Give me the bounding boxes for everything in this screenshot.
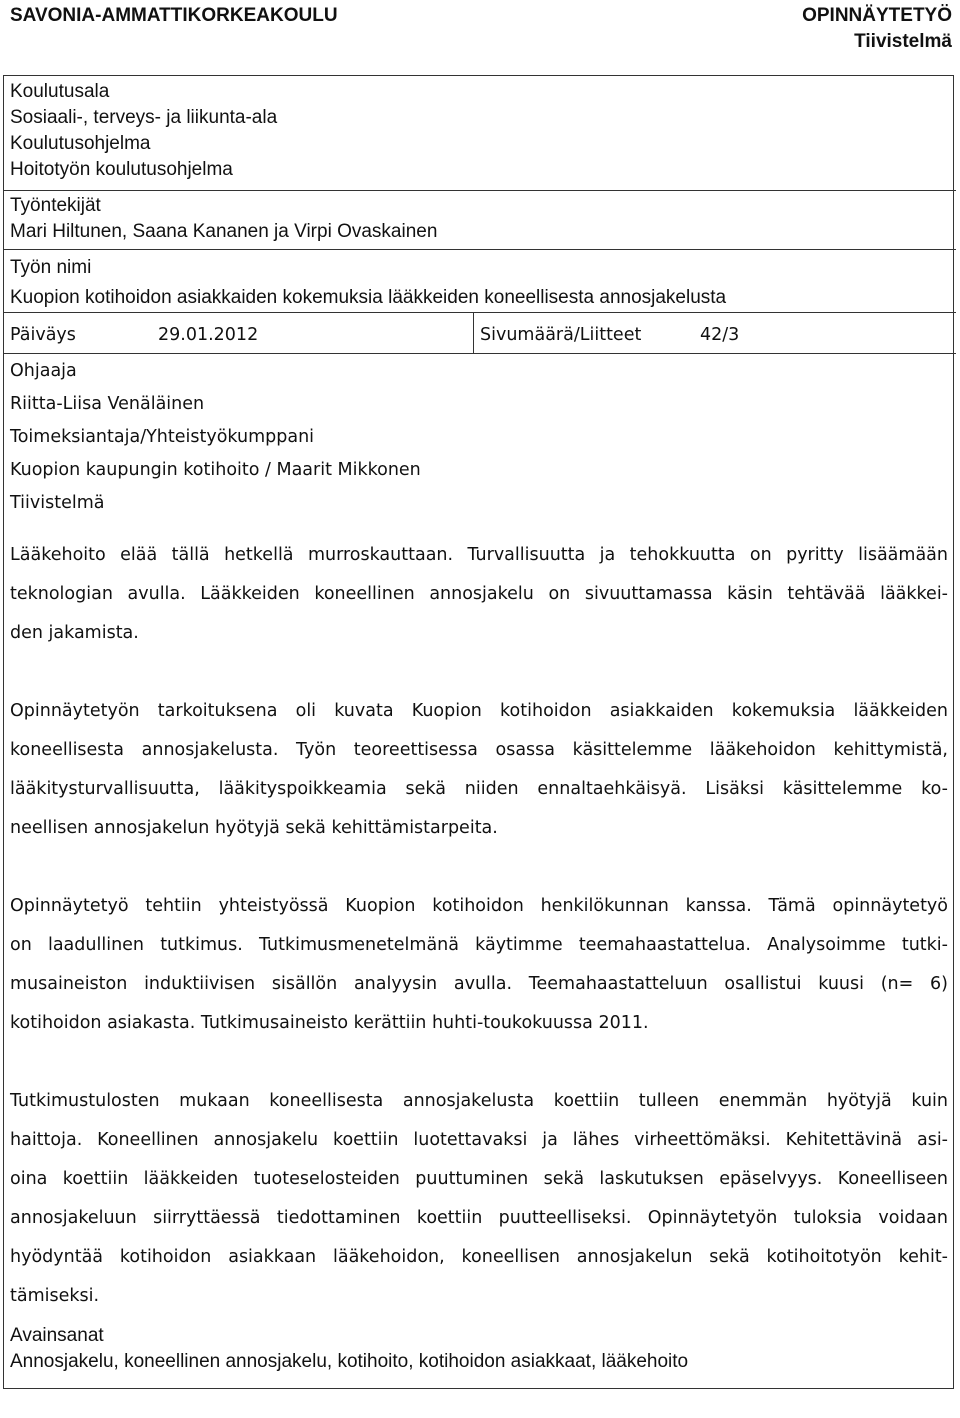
text-line: koneellisesta annosjakelusta. Työn teoreettisessa osassa käsittelemme lääkehoidon kehittymistä,: [10, 740, 948, 760]
abstract-paragraph-3: [10, 887, 948, 1043]
text-line: annosjakeluun siirryttäessä tiedottaminen koettiin puutteelliseksi. Opinnäytetyön tuloksia voidaan: [10, 1208, 948, 1228]
keywords-label: Avainsanat: [10, 1325, 104, 1346]
text-line: tämiseksi.: [10, 1286, 100, 1306]
authors-value: Mari Hiltunen, Saana Kananen ja Virpi Ovaskainen: [10, 221, 438, 242]
date-value: 29.01.2012: [158, 325, 259, 345]
text-line: den jakamista.: [10, 623, 139, 643]
abstract-paragraph-2: [10, 692, 948, 848]
text-line: musaineiston induktiivisen sisällön analyysin avulla. Teemahaastatteluun osallistui kuusi (n= 6): [10, 974, 948, 994]
text-line: neellisen annosjakelun hyötyjä sekä kehittämistarpeita.: [10, 818, 498, 838]
text-line: lääkitysturvallisuutta, lääkityspoikkeamia sekä niiden ennaltaehkäisyä. Lisäksi käsittelemme ko-: [10, 779, 948, 799]
divider: [3, 353, 956, 354]
text-line: Opinnäytetyö tehtiin yhteistyössä Kuopion kotihoidon henkilökunnan kanssa. Tämä opinnäytetyö: [10, 896, 948, 916]
abstract-label: Tiivistelmä: [10, 493, 105, 513]
title-label: Työn nimi: [10, 257, 92, 278]
document-type-title: OPINNÄYTETYÖ: [802, 5, 952, 26]
authors-label: Työntekijät: [10, 195, 101, 216]
text-line: teknologian avulla. Lääkkeiden koneellinen annosjakelu on sivuuttamassa käsin tehtävää lääkkei-: [10, 584, 948, 604]
client-value: Kuopion kaupungin kotihoito / Maarit Mikkonen: [10, 460, 421, 480]
document-type: [802, 3, 952, 55]
text-line: on laadullinen tutkimus. Tutkimusmenetelmänä käytimme teemahaastattelua. Analysoimme tutki-: [10, 935, 948, 955]
school-name: SAVONIA-AMMATTIKORKEAKOULU: [10, 5, 338, 26]
abstract-paragraph-1: [10, 536, 948, 653]
divider: [3, 312, 956, 313]
keywords-value: Annosjakelu, koneellinen annosjakelu, kotihoito, kotihoidon asiakkaat, lääkehoito: [10, 1351, 689, 1372]
divider: [3, 190, 956, 191]
divider: [3, 249, 956, 250]
field-label: Koulutusala: [10, 81, 110, 102]
program-value: Hoitotyön koulutusohjelma: [10, 159, 233, 180]
text-line: hyödyntää kotihoidon asiakkaan lääkehoidon, koneellisen annosjakelun sekä kotihoitotyön kehit-: [10, 1247, 948, 1267]
supervisor-label: Ohjaaja: [10, 361, 77, 381]
text-line: Tutkimustulosten mukaan koneellisesta annosjakelusta koettiin tulleen enemmän hyötyjä kuin: [10, 1091, 948, 1111]
pages-label: Sivumäärä/Liitteet: [480, 325, 642, 345]
supervisor-value: Riitta-Liisa Venäläinen: [10, 394, 205, 414]
title-value: Kuopion kotihoidon asiakkaiden kokemuksia lääkkeiden koneellisesta annosjakelusta: [10, 287, 727, 308]
program-label: Koulutusohjelma: [10, 133, 151, 154]
text-line: Lääkehoito elää tällä hetkellä murroskauttaan. Turvallisuutta ja tehokkuutta on pyritty lisäämään: [10, 545, 948, 565]
document-type-subtitle: Tiivistelmä: [854, 31, 952, 52]
text-line: haittoja. Koneellinen annosjakelu koettiin luotettavaksi ja lähes virheettömäksi. Kehitettävinä asi-: [10, 1130, 948, 1150]
text-line: oina koettiin lääkkeiden tuoteselosteiden puuttuminen sekä laskutuksen epäselvyys. Koneelliseen: [10, 1169, 948, 1189]
pages-value: 42/3: [700, 325, 740, 345]
date-pages-divider: [473, 312, 474, 353]
text-line: Opinnäytetyön tarkoituksena oli kuvata Kuopion kotihoidon asiakkaiden kokemuksia lääkkeiden: [10, 701, 948, 721]
abstract-paragraph-4: [10, 1082, 948, 1316]
field-value: Sosiaali-, terveys- ja liikunta-ala: [10, 107, 278, 128]
client-label: Toimeksiantaja/Yhteistyökumppani: [10, 427, 315, 447]
text-line: kotihoidon asiakasta. Tutkimusaineisto kerättiin huhti-toukokuussa 2011.: [10, 1013, 649, 1033]
date-label: Päiväys: [10, 325, 76, 345]
